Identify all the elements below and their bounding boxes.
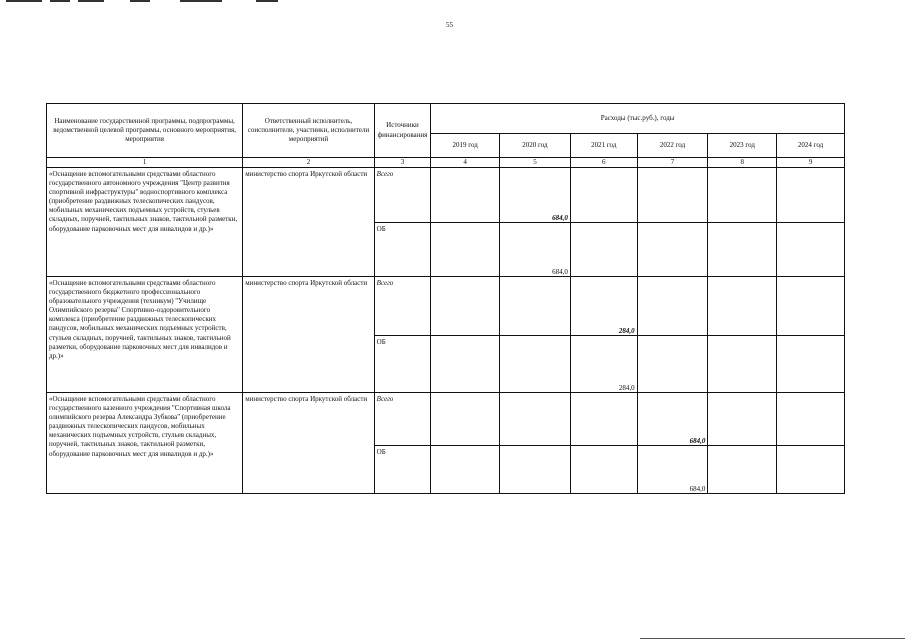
table-row [47,393,845,446]
value-cell-2020 [500,277,571,336]
column-number-row [47,158,845,168]
value-cell-2023 [708,446,777,494]
column-number: 5 [500,158,571,168]
page-number: 55 [446,21,453,29]
value-cell-2019 [431,446,500,494]
value-cell-2019 [431,223,500,277]
scan-edge-line [640,638,905,639]
column-number: 7 [637,158,708,168]
source-ob-cell: ОБ [374,223,431,277]
responsible-cell: министерство спорта Иркутской области [243,393,374,494]
value-cell-2021 [570,223,637,277]
year-header: 2024 год [777,134,845,158]
value-cell-2023 [708,168,777,223]
value-cell-2020: 684,0 [500,168,571,223]
responsible-cell: министерство спорта Иркутской области [243,168,374,277]
value-cell-2019 [431,393,500,446]
value-cell-2021 [570,393,637,446]
responsible-cell: министерство спорта Иркутской области [243,277,374,393]
scan-mark [180,0,222,2]
source-ob-cell: ОБ [374,446,431,494]
table-row [47,168,845,223]
value-cell-2019 [431,336,500,393]
value-cell-2021: 284,0 [570,336,637,393]
value-cell-2021 [570,168,637,223]
value-cell-2020 [500,393,571,446]
scan-mark [130,0,150,2]
value-cell-2022 [637,223,708,277]
header-row [47,104,845,134]
header-expenses-cell: Расходы (тыс.руб.), годы [431,104,845,134]
value-cell-2023 [708,393,777,446]
value-cell-2019 [431,277,500,336]
budget-table [46,103,845,494]
source-total-cell: Всего [374,277,431,336]
value-cell-2023 [708,336,777,393]
value-cell-2022 [637,168,708,223]
table-row [47,277,845,336]
value-cell-2022: 684,0 [637,393,708,446]
value-cell-2021 [570,446,637,494]
header-name-cell: Наименование государственной программы, подпрограммы, ведомственной целевой программы, основного мероприятия, мероприятия [47,104,243,158]
value-cell-2024 [777,336,845,393]
source-total-cell: Всего [374,393,431,446]
column-number: 6 [570,158,637,168]
header-responsible-cell: Ответственный исполнитель, соисполнители, участники, исполнители мероприятий [243,104,374,158]
value-cell-2021: 284,0 [570,277,637,336]
value-cell-2020 [500,446,571,494]
value-cell-2023 [708,223,777,277]
column-number: 1 [47,158,243,168]
column-number: 2 [243,158,374,168]
value-cell-2019 [431,168,500,223]
source-total-cell: Всего [374,168,431,223]
source-ob-cell: ОБ [374,336,431,393]
year-header: 2019 год [431,134,500,158]
column-number: 3 [374,158,431,168]
value-cell-2024 [777,168,845,223]
column-number: 9 [777,158,845,168]
scan-mark [256,0,278,2]
value-cell-2024 [777,446,845,494]
measure-name-cell: «Оснащение вспомогательными средствами областного государственного бюджетного профессионального образовательного учреждения (техникум) "Училище Олимпийского резерва" Спортивно-оздоровительного комплекса (приобретение раздвижных телескопических пандусов, мобильных механических подъемных устройств, стульев складных, поручней, тактильных знаков, тактильной разметки, оборудование парковочных мест для инвалидов и др.)» [47,277,243,393]
value-cell-2020 [500,336,571,393]
value-cell-2024 [777,393,845,446]
year-header: 2020 год [500,134,571,158]
scan-mark [78,0,104,2]
scan-mark [6,0,42,2]
scan-mark [50,0,70,2]
measure-name-cell: «Оснащение вспомогательными средствами областного государственного казенного учреждения "Спортивная школа олимпийского резерва Александра Зубкова" (приобретение раздвижных телескопических пандусов, мобильных механических подъемных устройств, стульев складных, поручней, тактильных знаков, тактильной разметки, оборудование парковочных мест для инвалидов и др.)» [47,393,243,494]
measure-name-cell: «Оснащение вспомогательными средствами областного государственного автономного учреждения "Центр развития спортивной инфраструктуры" водноспортивного комплекса (приобретение раздвижных телескопических пандусов, мобильных механических подъемных устройств, стульев складных, поручней, тактильных знаков, тактильной разметки, оборудование парковочных мест для инвалидов и др.)» [47,168,243,277]
value-cell-2023 [708,277,777,336]
year-header: 2021 год [570,134,637,158]
value-cell-2020: 684,0 [500,223,571,277]
value-cell-2024 [777,223,845,277]
header-source-cell: Источники финансирования [374,104,431,158]
column-number: 4 [431,158,500,168]
year-header: 2022 год [637,134,708,158]
value-cell-2022: 684,0 [637,446,708,494]
value-cell-2022 [637,277,708,336]
column-number: 8 [708,158,777,168]
value-cell-2022 [637,336,708,393]
year-header: 2023 год [708,134,777,158]
value-cell-2024 [777,277,845,336]
